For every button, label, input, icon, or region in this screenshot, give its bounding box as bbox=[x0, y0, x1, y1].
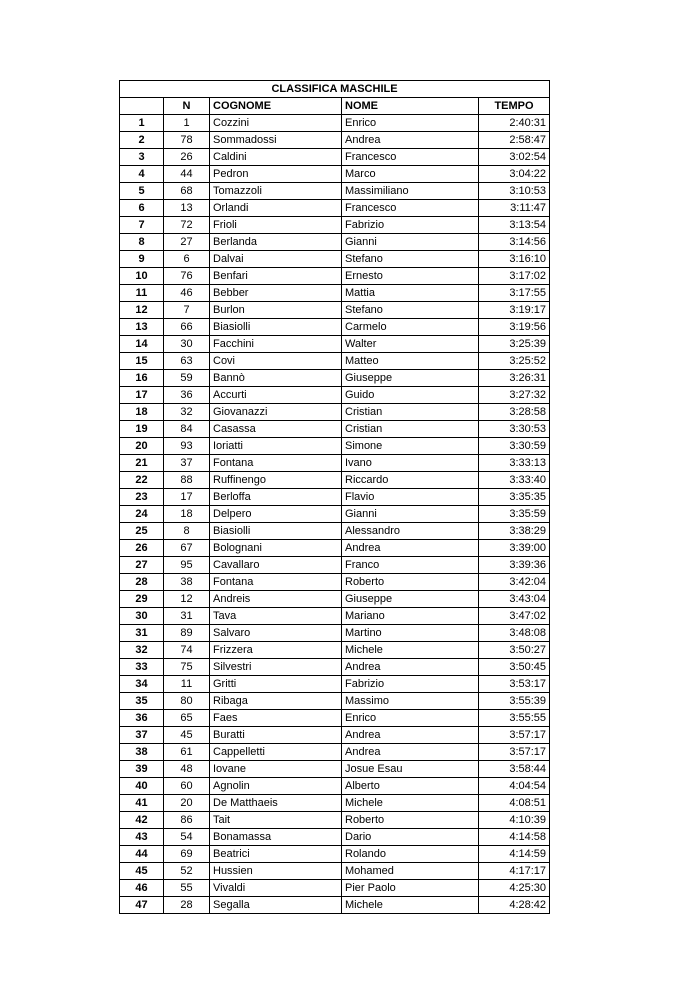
name-cell: Andrea bbox=[342, 132, 479, 149]
bib-number-cell: 8 bbox=[164, 523, 210, 540]
title-row bbox=[120, 81, 550, 98]
time-cell: 4:10:39 bbox=[479, 812, 550, 829]
table-row bbox=[120, 676, 550, 693]
table-row bbox=[120, 183, 550, 200]
name-cell: Ivano bbox=[342, 455, 479, 472]
name-cell: Pier Paolo bbox=[342, 880, 479, 897]
rank-cell: 28 bbox=[120, 574, 164, 591]
bib-number-cell: 75 bbox=[164, 659, 210, 676]
bib-number-cell: 76 bbox=[164, 268, 210, 285]
name-cell: Matteo bbox=[342, 353, 479, 370]
rank-cell: 32 bbox=[120, 642, 164, 659]
time-cell: 3:47:02 bbox=[479, 608, 550, 625]
time-cell: 3:11:47 bbox=[479, 200, 550, 217]
rank-cell: 38 bbox=[120, 744, 164, 761]
bib-number-cell: 45 bbox=[164, 727, 210, 744]
surname-cell: Giovanazzi bbox=[210, 404, 342, 421]
results-body bbox=[120, 115, 550, 914]
surname-cell: De Matthaeis bbox=[210, 795, 342, 812]
time-cell: 3:19:56 bbox=[479, 319, 550, 336]
rank-cell: 2 bbox=[120, 132, 164, 149]
time-cell: 3:35:35 bbox=[479, 489, 550, 506]
name-cell: Alberto bbox=[342, 778, 479, 795]
table-row bbox=[120, 472, 550, 489]
table-row bbox=[120, 659, 550, 676]
name-cell: Enrico bbox=[342, 710, 479, 727]
table-row bbox=[120, 455, 550, 472]
table-row bbox=[120, 268, 550, 285]
rank-cell: 44 bbox=[120, 846, 164, 863]
rank-cell: 21 bbox=[120, 455, 164, 472]
rank-cell: 30 bbox=[120, 608, 164, 625]
name-cell: Martino bbox=[342, 625, 479, 642]
bib-number-cell: 63 bbox=[164, 353, 210, 370]
name-cell: Cristian bbox=[342, 421, 479, 438]
bib-number-cell: 88 bbox=[164, 472, 210, 489]
bib-number-cell: 13 bbox=[164, 200, 210, 217]
surname-cell: Andreis bbox=[210, 591, 342, 608]
time-cell: 3:55:55 bbox=[479, 710, 550, 727]
time-cell: 3:50:45 bbox=[479, 659, 550, 676]
surname-cell: Bannò bbox=[210, 370, 342, 387]
bib-number-cell: 55 bbox=[164, 880, 210, 897]
surname-cell: Fontana bbox=[210, 574, 342, 591]
rank-cell: 20 bbox=[120, 438, 164, 455]
surname-cell: Burlon bbox=[210, 302, 342, 319]
time-cell: 3:53:17 bbox=[479, 676, 550, 693]
rank-cell: 26 bbox=[120, 540, 164, 557]
header-position bbox=[120, 98, 164, 115]
bib-number-cell: 95 bbox=[164, 557, 210, 574]
rank-cell: 27 bbox=[120, 557, 164, 574]
table-row bbox=[120, 540, 550, 557]
bib-number-cell: 32 bbox=[164, 404, 210, 421]
surname-cell: Biasiolli bbox=[210, 523, 342, 540]
time-cell: 4:14:59 bbox=[479, 846, 550, 863]
bib-number-cell: 60 bbox=[164, 778, 210, 795]
name-cell: Gianni bbox=[342, 234, 479, 251]
surname-cell: Agnolin bbox=[210, 778, 342, 795]
name-cell: Rolando bbox=[342, 846, 479, 863]
name-cell: Flavio bbox=[342, 489, 479, 506]
surname-cell: Dalvai bbox=[210, 251, 342, 268]
time-cell: 3:14:56 bbox=[479, 234, 550, 251]
name-cell: Francesco bbox=[342, 200, 479, 217]
rank-cell: 42 bbox=[120, 812, 164, 829]
time-cell: 4:25:30 bbox=[479, 880, 550, 897]
table-row bbox=[120, 523, 550, 540]
rank-cell: 18 bbox=[120, 404, 164, 421]
table-row bbox=[120, 353, 550, 370]
bib-number-cell: 67 bbox=[164, 540, 210, 557]
surname-cell: Facchini bbox=[210, 336, 342, 353]
name-cell: Stefano bbox=[342, 251, 479, 268]
table-row bbox=[120, 438, 550, 455]
table-row bbox=[120, 149, 550, 166]
table-row bbox=[120, 557, 550, 574]
bib-number-cell: 66 bbox=[164, 319, 210, 336]
header-bib-number: N bbox=[164, 98, 210, 115]
name-cell: Marco bbox=[342, 166, 479, 183]
table-row bbox=[120, 795, 550, 812]
name-cell: Ernesto bbox=[342, 268, 479, 285]
surname-cell: Faes bbox=[210, 710, 342, 727]
surname-cell: Caldini bbox=[210, 149, 342, 166]
table-row bbox=[120, 744, 550, 761]
name-cell: Michele bbox=[342, 642, 479, 659]
name-cell: Massimiliano bbox=[342, 183, 479, 200]
name-cell: Massimo bbox=[342, 693, 479, 710]
table-row bbox=[120, 217, 550, 234]
bib-number-cell: 27 bbox=[164, 234, 210, 251]
time-cell: 3:58:44 bbox=[479, 761, 550, 778]
surname-cell: Sommadossi bbox=[210, 132, 342, 149]
table-row bbox=[120, 387, 550, 404]
time-cell: 4:08:51 bbox=[479, 795, 550, 812]
name-cell: Roberto bbox=[342, 812, 479, 829]
name-cell: Andrea bbox=[342, 540, 479, 557]
bib-number-cell: 84 bbox=[164, 421, 210, 438]
rank-cell: 8 bbox=[120, 234, 164, 251]
table-row bbox=[120, 829, 550, 846]
surname-cell: Tava bbox=[210, 608, 342, 625]
name-cell: Mariano bbox=[342, 608, 479, 625]
surname-cell: Bebber bbox=[210, 285, 342, 302]
surname-cell: Gritti bbox=[210, 676, 342, 693]
table-row bbox=[120, 863, 550, 880]
name-cell: Giuseppe bbox=[342, 591, 479, 608]
bib-number-cell: 1 bbox=[164, 115, 210, 132]
bib-number-cell: 12 bbox=[164, 591, 210, 608]
rank-cell: 39 bbox=[120, 761, 164, 778]
time-cell: 3:17:02 bbox=[479, 268, 550, 285]
bib-number-cell: 38 bbox=[164, 574, 210, 591]
time-cell: 3:48:08 bbox=[479, 625, 550, 642]
name-cell: Michele bbox=[342, 897, 479, 914]
table-row bbox=[120, 710, 550, 727]
bib-number-cell: 68 bbox=[164, 183, 210, 200]
bib-number-cell: 78 bbox=[164, 132, 210, 149]
table-row bbox=[120, 846, 550, 863]
time-cell: 2:58:47 bbox=[479, 132, 550, 149]
bib-number-cell: 69 bbox=[164, 846, 210, 863]
time-cell: 3:26:31 bbox=[479, 370, 550, 387]
name-cell: Enrico bbox=[342, 115, 479, 132]
rank-cell: 15 bbox=[120, 353, 164, 370]
name-cell: Fabrizio bbox=[342, 217, 479, 234]
surname-cell: Hussien bbox=[210, 863, 342, 880]
name-cell: Mohamed bbox=[342, 863, 479, 880]
bib-number-cell: 72 bbox=[164, 217, 210, 234]
rank-cell: 14 bbox=[120, 336, 164, 353]
surname-cell: Orlandi bbox=[210, 200, 342, 217]
header-time: TEMPO bbox=[479, 98, 550, 115]
table-row bbox=[120, 336, 550, 353]
table-row bbox=[120, 251, 550, 268]
table-row bbox=[120, 880, 550, 897]
time-cell: 3:17:55 bbox=[479, 285, 550, 302]
surname-cell: Delpero bbox=[210, 506, 342, 523]
surname-cell: Covi bbox=[210, 353, 342, 370]
name-cell: Giuseppe bbox=[342, 370, 479, 387]
bib-number-cell: 18 bbox=[164, 506, 210, 523]
bib-number-cell: 31 bbox=[164, 608, 210, 625]
table-row bbox=[120, 812, 550, 829]
surname-cell: Biasiolli bbox=[210, 319, 342, 336]
surname-cell: Bonamassa bbox=[210, 829, 342, 846]
name-cell: Simone bbox=[342, 438, 479, 455]
rank-cell: 40 bbox=[120, 778, 164, 795]
surname-cell: Berloffa bbox=[210, 489, 342, 506]
name-cell: Walter bbox=[342, 336, 479, 353]
time-cell: 3:35:59 bbox=[479, 506, 550, 523]
time-cell: 3:39:36 bbox=[479, 557, 550, 574]
time-cell: 4:14:58 bbox=[479, 829, 550, 846]
surname-cell: Tait bbox=[210, 812, 342, 829]
bib-number-cell: 59 bbox=[164, 370, 210, 387]
time-cell: 3:25:52 bbox=[479, 353, 550, 370]
table-row bbox=[120, 897, 550, 914]
name-cell: Andrea bbox=[342, 727, 479, 744]
time-cell: 2:40:31 bbox=[479, 115, 550, 132]
name-cell: Fabrizio bbox=[342, 676, 479, 693]
rank-cell: 11 bbox=[120, 285, 164, 302]
rank-cell: 23 bbox=[120, 489, 164, 506]
table-row bbox=[120, 591, 550, 608]
surname-cell: Buratti bbox=[210, 727, 342, 744]
bib-number-cell: 6 bbox=[164, 251, 210, 268]
table-row bbox=[120, 489, 550, 506]
table-row bbox=[120, 115, 550, 132]
surname-cell: Frizzera bbox=[210, 642, 342, 659]
time-cell: 3:50:27 bbox=[479, 642, 550, 659]
rank-cell: 33 bbox=[120, 659, 164, 676]
bib-number-cell: 54 bbox=[164, 829, 210, 846]
header-surname: COGNOME bbox=[210, 98, 342, 115]
name-cell: Mattia bbox=[342, 285, 479, 302]
time-cell: 3:38:29 bbox=[479, 523, 550, 540]
name-cell: Riccardo bbox=[342, 472, 479, 489]
bib-number-cell: 7 bbox=[164, 302, 210, 319]
rank-cell: 34 bbox=[120, 676, 164, 693]
rank-cell: 43 bbox=[120, 829, 164, 846]
table-row bbox=[120, 625, 550, 642]
table-row bbox=[120, 693, 550, 710]
surname-cell: Beatrici bbox=[210, 846, 342, 863]
rank-cell: 19 bbox=[120, 421, 164, 438]
bib-number-cell: 74 bbox=[164, 642, 210, 659]
bib-number-cell: 17 bbox=[164, 489, 210, 506]
table-row bbox=[120, 608, 550, 625]
time-cell: 3:16:10 bbox=[479, 251, 550, 268]
name-cell: Guido bbox=[342, 387, 479, 404]
time-cell: 4:17:17 bbox=[479, 863, 550, 880]
rank-cell: 7 bbox=[120, 217, 164, 234]
table-row bbox=[120, 761, 550, 778]
rank-cell: 10 bbox=[120, 268, 164, 285]
table-row bbox=[120, 166, 550, 183]
rank-cell: 6 bbox=[120, 200, 164, 217]
surname-cell: Tomazzoli bbox=[210, 183, 342, 200]
surname-cell: Iovane bbox=[210, 761, 342, 778]
time-cell: 3:30:53 bbox=[479, 421, 550, 438]
rank-cell: 37 bbox=[120, 727, 164, 744]
surname-cell: Ribaga bbox=[210, 693, 342, 710]
table-row bbox=[120, 404, 550, 421]
table-title: CLASSIFICA MASCHILE bbox=[120, 81, 550, 98]
time-cell: 4:04:54 bbox=[479, 778, 550, 795]
rank-cell: 4 bbox=[120, 166, 164, 183]
table-row bbox=[120, 200, 550, 217]
surname-cell: Benfari bbox=[210, 268, 342, 285]
surname-cell: Salvaro bbox=[210, 625, 342, 642]
time-cell: 3:27:32 bbox=[479, 387, 550, 404]
bib-number-cell: 36 bbox=[164, 387, 210, 404]
bib-number-cell: 80 bbox=[164, 693, 210, 710]
time-cell: 3:39:00 bbox=[479, 540, 550, 557]
time-cell: 3:57:17 bbox=[479, 727, 550, 744]
rank-cell: 24 bbox=[120, 506, 164, 523]
name-cell: Stefano bbox=[342, 302, 479, 319]
surname-cell: Silvestri bbox=[210, 659, 342, 676]
name-cell: Dario bbox=[342, 829, 479, 846]
surname-cell: Cavallaro bbox=[210, 557, 342, 574]
time-cell: 3:57:17 bbox=[479, 744, 550, 761]
bib-number-cell: 44 bbox=[164, 166, 210, 183]
bib-number-cell: 26 bbox=[164, 149, 210, 166]
rank-cell: 17 bbox=[120, 387, 164, 404]
bib-number-cell: 30 bbox=[164, 336, 210, 353]
surname-cell: Casassa bbox=[210, 421, 342, 438]
table-row bbox=[120, 285, 550, 302]
rank-cell: 46 bbox=[120, 880, 164, 897]
surname-cell: Berlanda bbox=[210, 234, 342, 251]
surname-cell: Accurti bbox=[210, 387, 342, 404]
table-row bbox=[120, 132, 550, 149]
name-cell: Franco bbox=[342, 557, 479, 574]
bib-number-cell: 86 bbox=[164, 812, 210, 829]
surname-cell: Ruffinengo bbox=[210, 472, 342, 489]
surname-cell: Segalla bbox=[210, 897, 342, 914]
time-cell: 3:19:17 bbox=[479, 302, 550, 319]
bib-number-cell: 89 bbox=[164, 625, 210, 642]
rank-cell: 25 bbox=[120, 523, 164, 540]
name-cell: Michele bbox=[342, 795, 479, 812]
bib-number-cell: 61 bbox=[164, 744, 210, 761]
table-row bbox=[120, 642, 550, 659]
bib-number-cell: 65 bbox=[164, 710, 210, 727]
rank-cell: 31 bbox=[120, 625, 164, 642]
time-cell: 4:28:42 bbox=[479, 897, 550, 914]
surname-cell: Fontana bbox=[210, 455, 342, 472]
rank-cell: 22 bbox=[120, 472, 164, 489]
results-table bbox=[119, 80, 550, 914]
results-sheet bbox=[119, 80, 549, 914]
table-row bbox=[120, 370, 550, 387]
rank-cell: 12 bbox=[120, 302, 164, 319]
rank-cell: 9 bbox=[120, 251, 164, 268]
bib-number-cell: 46 bbox=[164, 285, 210, 302]
time-cell: 3:55:39 bbox=[479, 693, 550, 710]
bib-number-cell: 52 bbox=[164, 863, 210, 880]
table-row bbox=[120, 302, 550, 319]
surname-cell: Cozzini bbox=[210, 115, 342, 132]
time-cell: 3:28:58 bbox=[479, 404, 550, 421]
surname-cell: Frioli bbox=[210, 217, 342, 234]
surname-cell: Ioriatti bbox=[210, 438, 342, 455]
rank-cell: 29 bbox=[120, 591, 164, 608]
table-row bbox=[120, 574, 550, 591]
rank-cell: 5 bbox=[120, 183, 164, 200]
name-cell: Cristian bbox=[342, 404, 479, 421]
surname-cell: Bolognani bbox=[210, 540, 342, 557]
rank-cell: 41 bbox=[120, 795, 164, 812]
name-cell: Andrea bbox=[342, 744, 479, 761]
time-cell: 3:42:04 bbox=[479, 574, 550, 591]
table-row bbox=[120, 727, 550, 744]
name-cell: Alessandro bbox=[342, 523, 479, 540]
surname-cell: Pedron bbox=[210, 166, 342, 183]
time-cell: 3:33:40 bbox=[479, 472, 550, 489]
time-cell: 3:43:04 bbox=[479, 591, 550, 608]
rank-cell: 36 bbox=[120, 710, 164, 727]
time-cell: 3:10:53 bbox=[479, 183, 550, 200]
name-cell: Gianni bbox=[342, 506, 479, 523]
surname-cell: Cappelletti bbox=[210, 744, 342, 761]
time-cell: 3:30:59 bbox=[479, 438, 550, 455]
time-cell: 3:02:54 bbox=[479, 149, 550, 166]
rank-cell: 13 bbox=[120, 319, 164, 336]
time-cell: 3:13:54 bbox=[479, 217, 550, 234]
time-cell: 3:04:22 bbox=[479, 166, 550, 183]
header-name: NOME bbox=[342, 98, 479, 115]
header-row bbox=[120, 98, 550, 115]
table-row bbox=[120, 421, 550, 438]
name-cell: Josue Esau bbox=[342, 761, 479, 778]
bib-number-cell: 93 bbox=[164, 438, 210, 455]
rank-cell: 47 bbox=[120, 897, 164, 914]
rank-cell: 45 bbox=[120, 863, 164, 880]
name-cell: Roberto bbox=[342, 574, 479, 591]
name-cell: Carmelo bbox=[342, 319, 479, 336]
rank-cell: 3 bbox=[120, 149, 164, 166]
bib-number-cell: 48 bbox=[164, 761, 210, 778]
table-row bbox=[120, 234, 550, 251]
rank-cell: 1 bbox=[120, 115, 164, 132]
name-cell: Francesco bbox=[342, 149, 479, 166]
bib-number-cell: 20 bbox=[164, 795, 210, 812]
rank-cell: 35 bbox=[120, 693, 164, 710]
time-cell: 3:33:13 bbox=[479, 455, 550, 472]
table-row bbox=[120, 319, 550, 336]
bib-number-cell: 11 bbox=[164, 676, 210, 693]
table-row bbox=[120, 506, 550, 523]
surname-cell: Vivaldi bbox=[210, 880, 342, 897]
name-cell: Andrea bbox=[342, 659, 479, 676]
rank-cell: 16 bbox=[120, 370, 164, 387]
time-cell: 3:25:39 bbox=[479, 336, 550, 353]
bib-number-cell: 28 bbox=[164, 897, 210, 914]
bib-number-cell: 37 bbox=[164, 455, 210, 472]
table-row bbox=[120, 778, 550, 795]
